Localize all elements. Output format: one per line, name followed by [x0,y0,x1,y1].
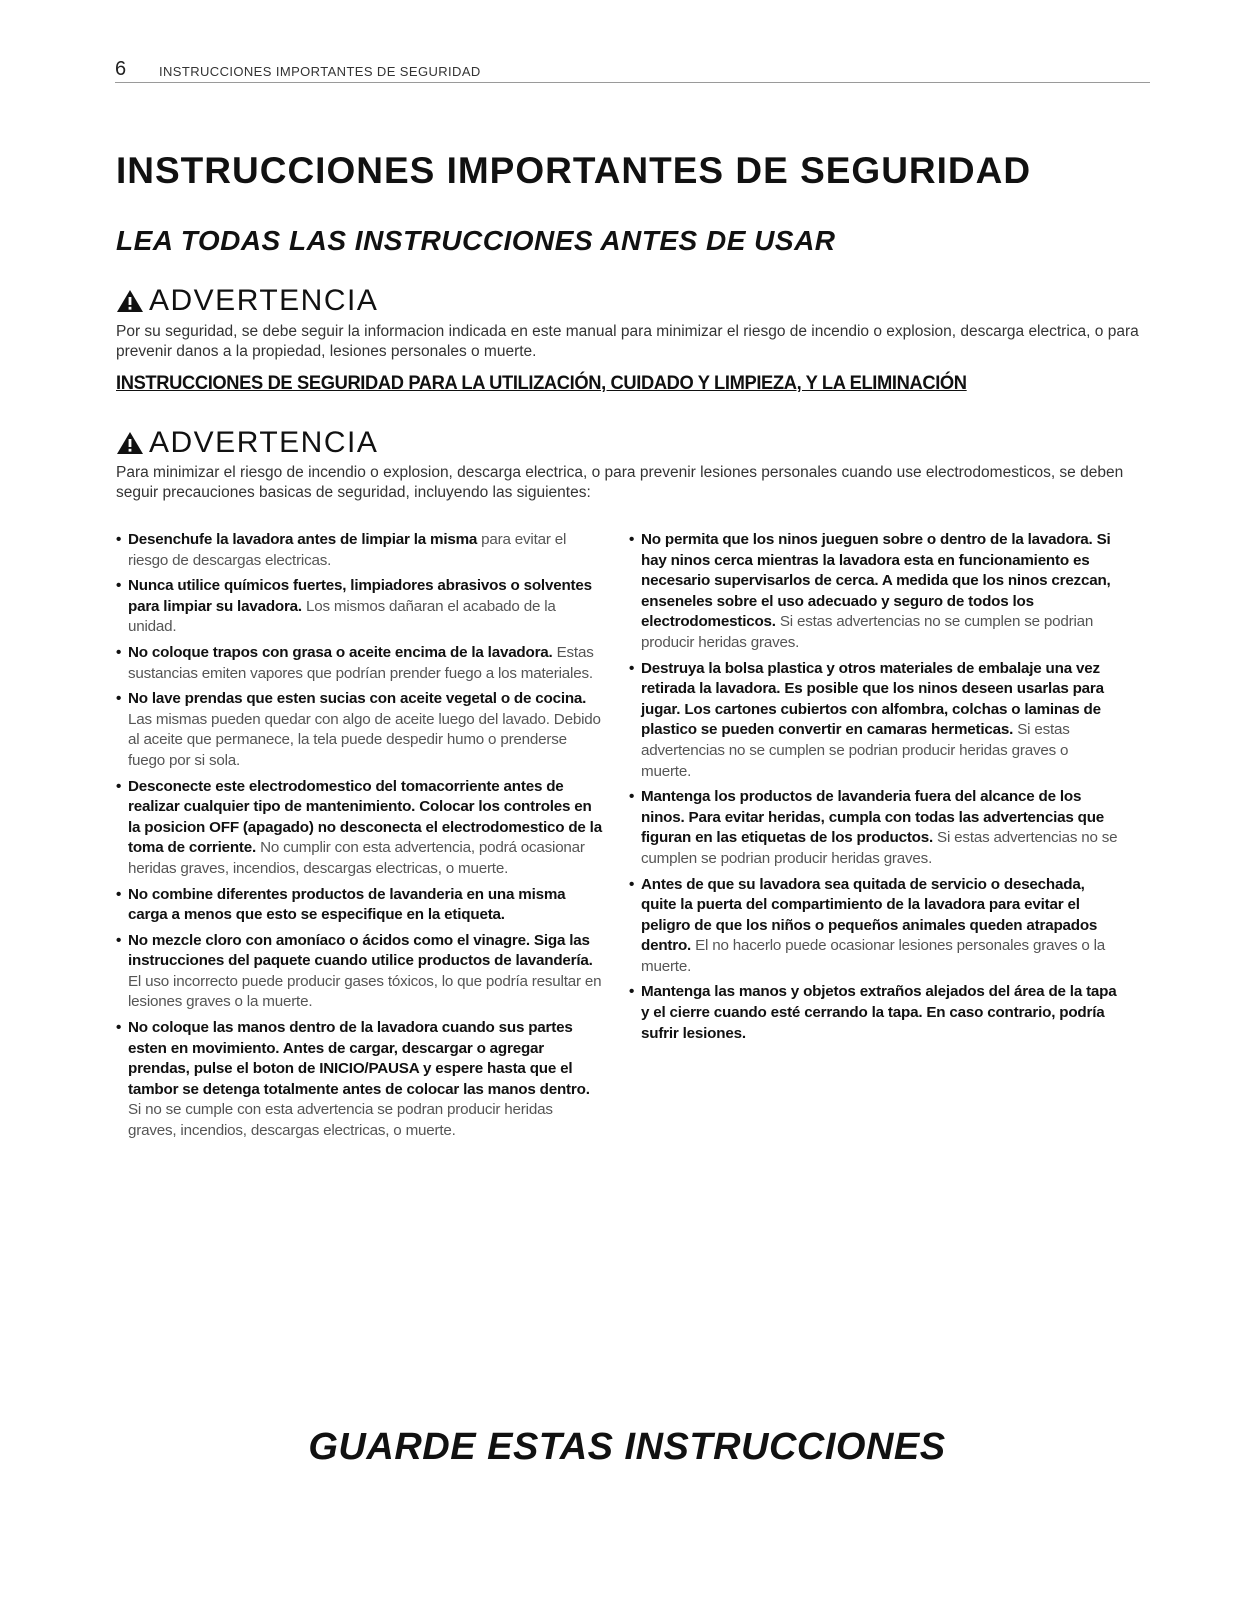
safety-list-right [629,530,1121,1049]
warning-triangle-icon [116,431,144,455]
safety-item [116,777,604,880]
safety-item [629,787,1121,869]
safety-item-bold: No combine diferentes productos de lavanderia en una misma carga a menos que esto se especifique en la etiqueta. [128,885,566,924]
safety-item-text: No cumplir con esta advertencia, podrá ocasionar heridas graves, incendios, descargas electricas, o muerte. [128,839,585,877]
safety-list-left [116,530,604,1147]
safety-item [116,885,604,926]
running-header [115,58,1150,83]
safety-item [116,576,604,638]
safety-item-text: Estas sustancias emiten vapores que podrían prender fuego a los materiales. [128,643,594,682]
save-instructions-footer: GUARDE ESTAS INSTRUCCIONES [308,1426,946,1468]
page-number: 6 [115,58,127,80]
warning-triangle-icon [116,289,144,313]
safety-item [116,643,604,684]
section-heading: INSTRUCCIONES DE SEGURIDAD PARA LA UTILIZACIÓN, CUIDADO Y LIMPIEZA, Y LA ELIMINACIÓN [116,372,967,394]
safety-item-text: Las mismas pueden quedar con algo de aceite luego del lavado. Debido al aceite que permanece, la tela puede despedir humo o prenderse fuego por si sola. [128,710,601,769]
safety-item-bold: Desenchufe la lavadora antes de limpiar la misma [128,531,478,548]
safety-item-bold: No lave prendas que esten sucias con aceite vegetal o de cocina. [128,690,587,708]
safety-item-bold: Mantenga las manos y objetos extraños alejados del área de la tapa y el cierre cuando esté cerrando la tapa. En caso contrario, podría sufrir lesiones. [641,983,1117,1042]
safety-item-bold: No coloque trapos con grasa o aceite encima de la lavadora. [128,643,553,661]
safety-item [116,530,604,571]
warning-text: Para minimizar el riesgo de incendio o explosion, descarga electrica, o para prevenir lesiones personales cuando use electrodomesticos, se deben seguir precauciones basicas de seguridad, incluyendo las siguientes: [116,464,1124,501]
read-all-subtitle: LEA TODAS LAS INSTRUCCIONES ANTES DE USAR [116,225,836,256]
safety-item-text: Si no se cumple con esta advertencia se podran producir heridas graves, incendios, descargas electricas, o muerte. [128,1101,553,1140]
safety-item-text: para evitar el riesgo de descargas electricas. [128,531,567,569]
safety-item [116,1018,604,1142]
safety-item-text: Si estas advertencias no se cumplen se podrian producir heridas graves. [641,829,1118,867]
safety-item-bold: Desconecte este electrodomestico del tomacorriente antes de realizar cualquier tipo de mantenimiento. Colocar los controles en la posicion OFF (apagado) no desconecta el electrodomestico de la toma de corriente. [128,777,602,857]
safety-item-text: Los mismos dañaran el acabado de la unidad. [128,597,556,636]
running-title: INSTRUCCIONES IMPORTANTES DE SEGURIDAD [159,64,481,79]
page-title: INSTRUCCIONES IMPORTANTES DE SEGURIDAD [116,150,1032,191]
safety-item-bold: No coloque las manos dentro de la lavadora cuando sus partes esten en movimiento. Antes de cargar, descargar o agregar prendas, pulse el boton de INICIO/PAUSA y espere hasta que el tambor se detenga totalmente antes de colocar las manos dentro. [128,1019,590,1098]
safety-item-text: Si estas advertencias no se cumplen se podrian producir heridas graves. [641,613,1094,651]
safety-item [629,875,1121,978]
safety-item-bold: Mantenga los productos de lavanderia fuera del alcance de los ninos. Para evitar heridas, cumpla con todas las advertencias que figuran en las etiquetas de los productos. [641,788,1105,847]
warning-heading-label: ADVERTENCIA [149,426,379,459]
safety-item-bold: Destruya la bolsa plastica y otros materiales de embalaje una vez retirada la lavadora. Es posible que los ninos deseen usarlas para jugar. Los cartones cubiertos con alfombra, colchas o laminas de plastico se pueden convertir en camaras hermeticas. [641,659,1104,739]
warning-heading [116,426,378,460]
safety-item [629,530,1121,654]
safety-item-text: Si estas advertencias no se cumplen se podrian producir heridas graves o muerte. [641,721,1070,780]
safety-item [116,931,604,1013]
warning-heading [116,284,378,318]
safety-item-text: El uso incorrecto puede producir gases tóxicos, lo que podría resultar en lesiones graves o la muerte. [128,972,602,1011]
safety-item-bold: Antes de que su lavadora sea quitada de servicio o desechada, quite la puerta del compartimiento de la lavadora para evitar el peligro de que los niños o pequeños animales queden atrapados dentro. [641,875,1098,955]
safety-item-text: El no hacerlo puede ocasionar lesiones personales graves o la muerte. [641,937,1106,975]
safety-item-bold: No permita que los ninos jueguen sobre o dentro de la lavadora. Si hay ninos cerca mientras la lavadora esta en funcionamiento es necesario supervisarlos de cerca. A medida que los ninos crezcan, enseneles sobre el uso adecuado y seguro de todos los electrodomesticos. [641,531,1111,631]
safety-item [629,659,1121,783]
warning-text: Por su seguridad, se debe seguir la informacion indicada en este manual para minimizar el riesgo de incendio o explosion, descarga electrica, o para prevenir danos a la propiedad, lesiones personales o muerte. [116,323,1139,360]
safety-item [629,982,1121,1044]
safety-item-bold: No mezcle cloro con amoníaco o ácidos como el vinagre. Siga las instrucciones del paquete cuando utilice productos de lavandería. [128,931,593,970]
safety-item [116,689,604,771]
safety-item-bold: Nunca utilice químicos fuertes, limpiadores abrasivos o solventes para limpiar su lavadora. [128,577,592,615]
warning-heading-label: ADVERTENCIA [149,284,379,317]
